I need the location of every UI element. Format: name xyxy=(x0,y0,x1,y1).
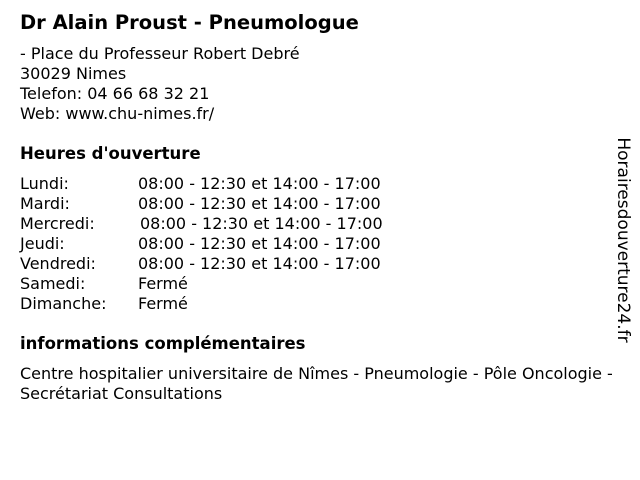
hours-heading: Heures d'ouverture xyxy=(20,144,201,163)
day-hours: 08:00 - 12:30 et 14:00 - 17:00 xyxy=(138,194,381,213)
day-hours: Fermé xyxy=(138,274,188,293)
day-label: Mercredi: xyxy=(20,214,95,233)
day-hours: Fermé xyxy=(138,294,188,313)
info-text: Centre hospitalier universitaire de Nîmes - Pneumologie - Pôle Oncologie - Secrétariat Consultations xyxy=(20,364,613,403)
address-block xyxy=(20,44,300,124)
day-label: Vendredi: xyxy=(20,254,96,273)
address-city: 30029 Nimes xyxy=(20,64,127,83)
day-label: Mardi: xyxy=(20,194,70,213)
page-title: Dr Alain Proust - Pneumologue xyxy=(20,11,359,34)
day-label: Jeudi: xyxy=(20,234,65,253)
watermark-brand: Horairesdouverture24.fr xyxy=(613,137,633,343)
address-street: - Place du Professeur Robert Debré xyxy=(20,44,300,63)
day-label: Lundi: xyxy=(20,174,69,193)
phone-number: Telefon: 04 66 68 32 21 xyxy=(20,84,210,103)
day-hours: 08:00 - 12:30 et 14:00 - 17:00 xyxy=(138,174,381,193)
day-label: Samedi: xyxy=(20,274,86,293)
day-label: Dimanche: xyxy=(20,294,107,313)
day-hours: 08:00 - 12:30 et 14:00 - 17:00 xyxy=(138,234,381,253)
info-heading: informations complémentaires xyxy=(20,334,306,353)
day-hours: 08:00 - 12:30 et 14:00 - 17:00 xyxy=(138,254,381,273)
website: Web: www.chu-nimes.fr/ xyxy=(20,104,215,123)
day-hours: 08:00 - 12:30 et 14:00 - 17:00 xyxy=(140,214,383,233)
